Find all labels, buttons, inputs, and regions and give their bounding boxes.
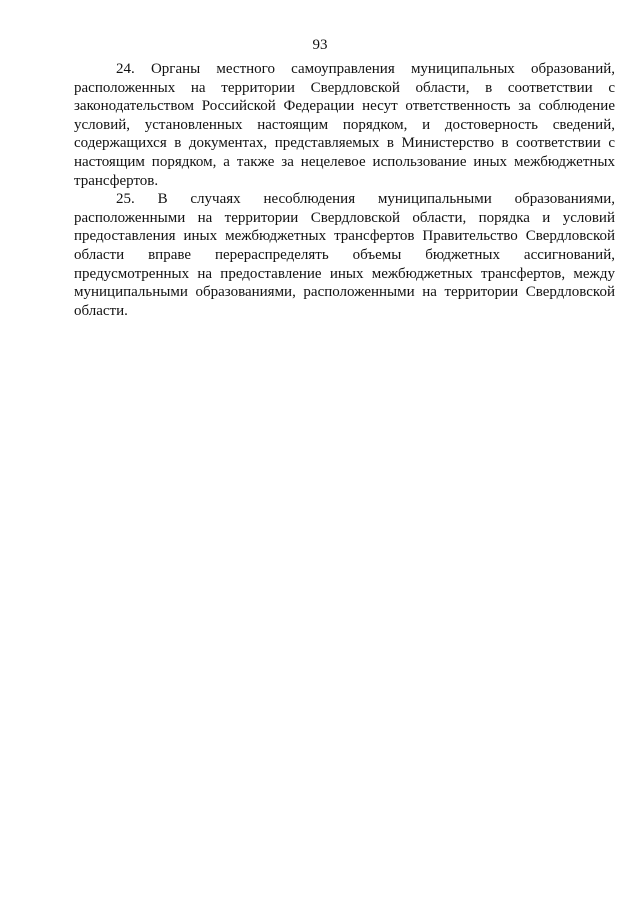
- page-number: 93: [312, 37, 328, 53]
- paragraph-24: 24. Органы местного самоуправления муниципальных образований, расположенных на территории Свердловской области, в соответствии с законодательством Российской Федерации несут ответственность за соблюдение условий, установленных настоящим порядком, и достоверность сведений, содержащихся в документах, представляемых в Министерство в соответствии с настоящим порядком, а также за нецелевое использование иных межбюджетных трансфертов.: [74, 61, 615, 189]
- paragraph-25: 25. В случаях несоблюдения муниципальными образованиями, расположенными на территории Свердловской области, порядка и условий предоставления иных межбюджетных трансфертов Правительство Свердловской области вправе перераспределять объемы бюджетных ассигнований, предусмотренных на предоставление иных межбюджетных трансфертов, между муниципальными образованиями, расположенными на территории Свердловской области.: [74, 191, 615, 319]
- document-body: [74, 60, 615, 320]
